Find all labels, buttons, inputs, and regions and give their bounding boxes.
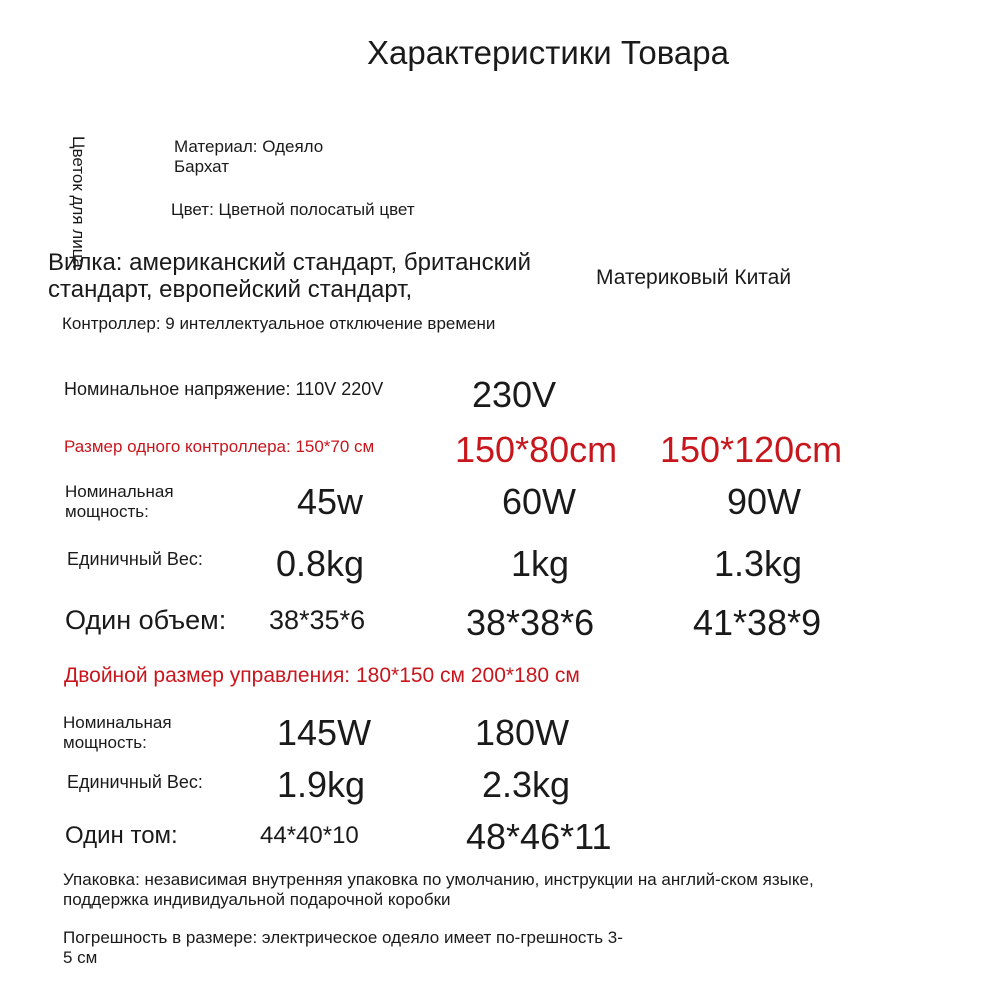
voltage-label: Номинальное напряжение: 110V 220V [64,379,384,399]
single-weight-1: 0.8kg [276,543,365,584]
single-size-3: 150*120cm [660,429,843,470]
single-weight-2: 1kg [511,543,570,584]
double-weight-label: Единичный Вес: [67,772,203,792]
single-power-1: 45w [297,481,364,522]
single-size-2: 150*80cm [455,429,618,470]
single-power-label: Номинальная мощность: [65,482,174,521]
side-label: Цветок для лица [69,136,88,268]
double-weight-1: 1.9kg [277,764,366,805]
double-size-header: Двойной размер управления: 180*150 см 200*180 см [64,664,580,687]
material-spec: Материал: Одеяло Бархат [174,137,324,176]
single-volume-label: Один объем: [65,605,227,635]
double-weight-2: 2.3kg [482,764,571,805]
single-size-header: Размер одного контроллера: 150*70 см [64,437,375,456]
voltage-value: 230V [472,374,557,415]
controller-spec: Контроллер: 9 интеллектуальное отключение времени [62,314,496,333]
single-volume-3: 41*38*9 [693,602,822,643]
single-power-3: 90W [727,481,802,522]
single-volume-2: 38*38*6 [466,602,595,643]
packaging-spec: Упаковка: независимая внутренняя упаковка по умолчанию, инструкции на англий-ском языке, поддержка индивидуальной подарочной коробки [63,870,814,909]
single-power-2: 60W [502,481,577,522]
plug-spec: Вилка: американский стандарт, британский стандарт, европейский стандарт, [48,249,531,303]
origin-spec: Материковый Китай [596,266,792,289]
single-weight-3: 1.3kg [714,543,803,584]
tolerance-spec: Погрешность в размере: электрическое одеяло имеет по-грешность 3-5 см [63,928,623,967]
single-weight-label: Единичный Вес: [67,549,203,569]
double-volume-label: Один том: [65,822,178,849]
double-power-2: 180W [475,712,570,753]
color-spec: Цвет: Цветной полосатый цвет [171,200,415,219]
double-volume-1: 44*40*10 [260,822,359,849]
double-volume-2: 48*46*11 [466,816,612,857]
double-power-1: 145W [277,712,372,753]
double-power-label: Номинальная мощность: [63,713,172,752]
page-title: Характеристики Товара [366,34,729,71]
single-volume-1: 38*35*6 [269,605,366,635]
